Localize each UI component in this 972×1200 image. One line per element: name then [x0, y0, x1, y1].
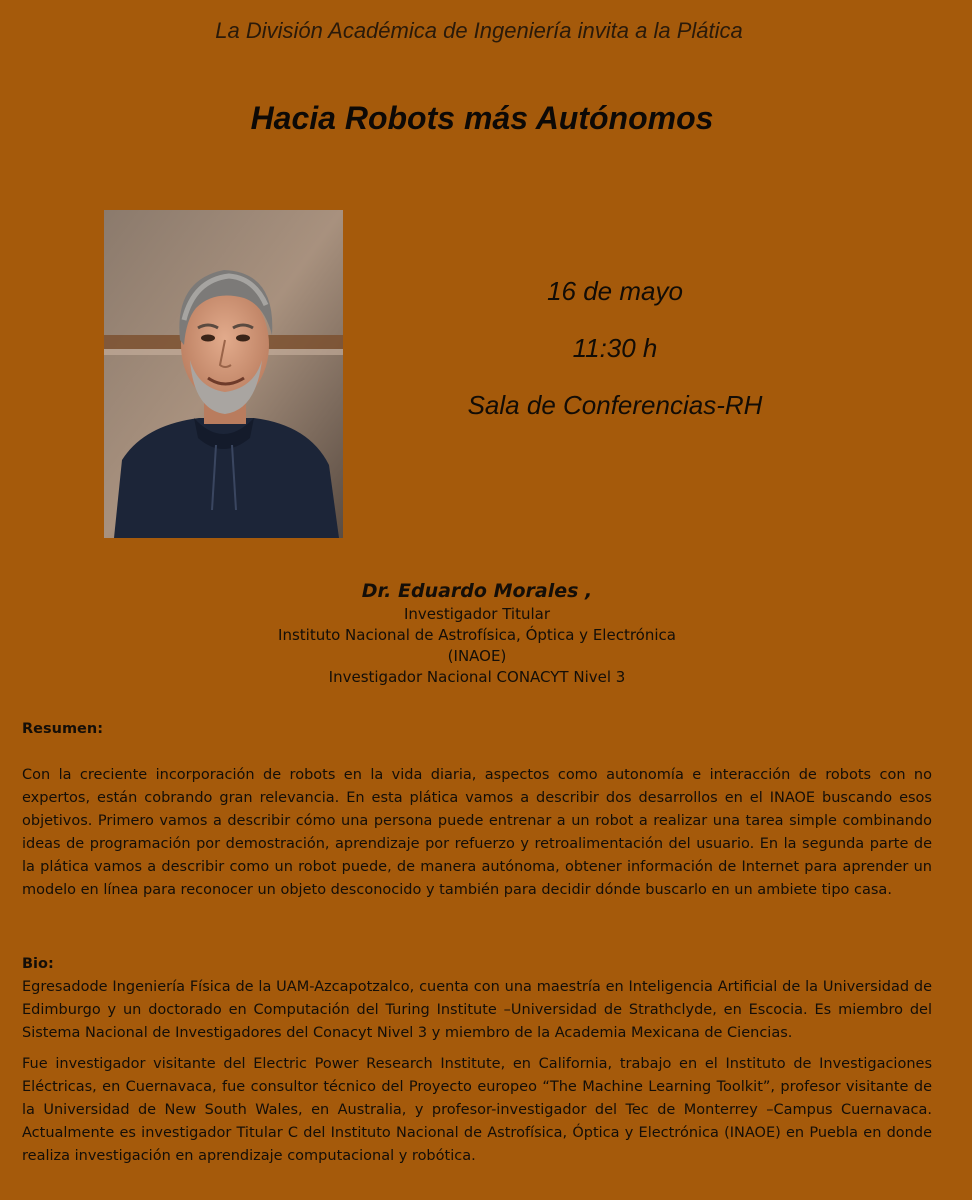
invitation-line: La División Académica de Ingeniería invita a la Plática — [215, 18, 743, 43]
event-place: Sala de Conferencias-RH — [467, 390, 763, 420]
abstract-section — [22, 718, 932, 902]
speaker-name: Dr. Eduardo Morales , — [361, 580, 593, 602]
abstract-text: Con la creciente incorporación de robots en la vida diaria, aspectos como autonomía e interacción de robots con no expertos, están cobrando gran relevancia. En esta plática vamos a describir dos desarrollos en el INAOE buscando esos objetivos. Primero vamos a describir cómo una persona puede entrenar a un robot a realizar una tarea simple combinando ideas de programación por demostración, aprendizaje por refuerzo y retroalimentación del usuario. En la segunda parte de la plática vamos a describir como un robot puede, de manera autónoma, obtener información de Internet para aprender un modelo en línea para reconocer un objeto desconocido y también para decidir dónde buscarlo en un ambiete tipo casa. — [22, 767, 932, 898]
speaker-position: Investigador Titular — [403, 605, 551, 623]
speaker-acronym: (INAOE) — [447, 647, 507, 665]
speaker-institution: Instituto Nacional de Astrofísica, Óptica y Electrónica — [278, 626, 676, 644]
bio-heading: Bio: — [22, 956, 54, 972]
speaker-info — [0, 578, 954, 688]
event-date: 16 de mayo — [547, 276, 683, 306]
bio-section — [22, 953, 932, 1168]
event-details — [400, 270, 830, 441]
bio-paragraph: Egresadode Ingeniería Física de la UAM-Azcapotzalco, cuenta con una maestría en Inteligencia Artificial de la Universidad de Edimburgo y un doctorado en Computación del Turing Institute –Universidad de Strathclyde, en Escocia. Es miembro del Sistema Nacional de Investigadores del Conacyt Nivel 3 y miembro de la Academia Mexicana de Ciencias. — [22, 979, 932, 1041]
talk-title: Hacia Robots más Autónomos — [250, 100, 714, 136]
speaker-photo — [104, 210, 343, 538]
abstract-heading: Resumen: — [22, 721, 104, 737]
event-time: 11:30 h — [572, 333, 658, 363]
bio-paragraph: Fue investigador visitante del Electric Power Research Institute, en California, trabajo en el Instituto de Investigaciones Eléctricas, en Cuernavaca, fue consultor técnico del Proyecto europeo “The Machine Learning Toolkit”, profesor visitante de la Universidad de New South Wales, en Australia, y profesor-investigador del Tec de Monterrey –Campus Cuernavaca. Actualmente es investigador Titular C del Instituto Nacional de Astrofísica, Óptica y Electrónica (INAOE) en Puebla en donde realiza investigación en aprendizaje computacional y robótica. — [22, 1056, 932, 1164]
speaker-level: Investigador Nacional CONACYT Nivel 3 — [328, 668, 626, 686]
